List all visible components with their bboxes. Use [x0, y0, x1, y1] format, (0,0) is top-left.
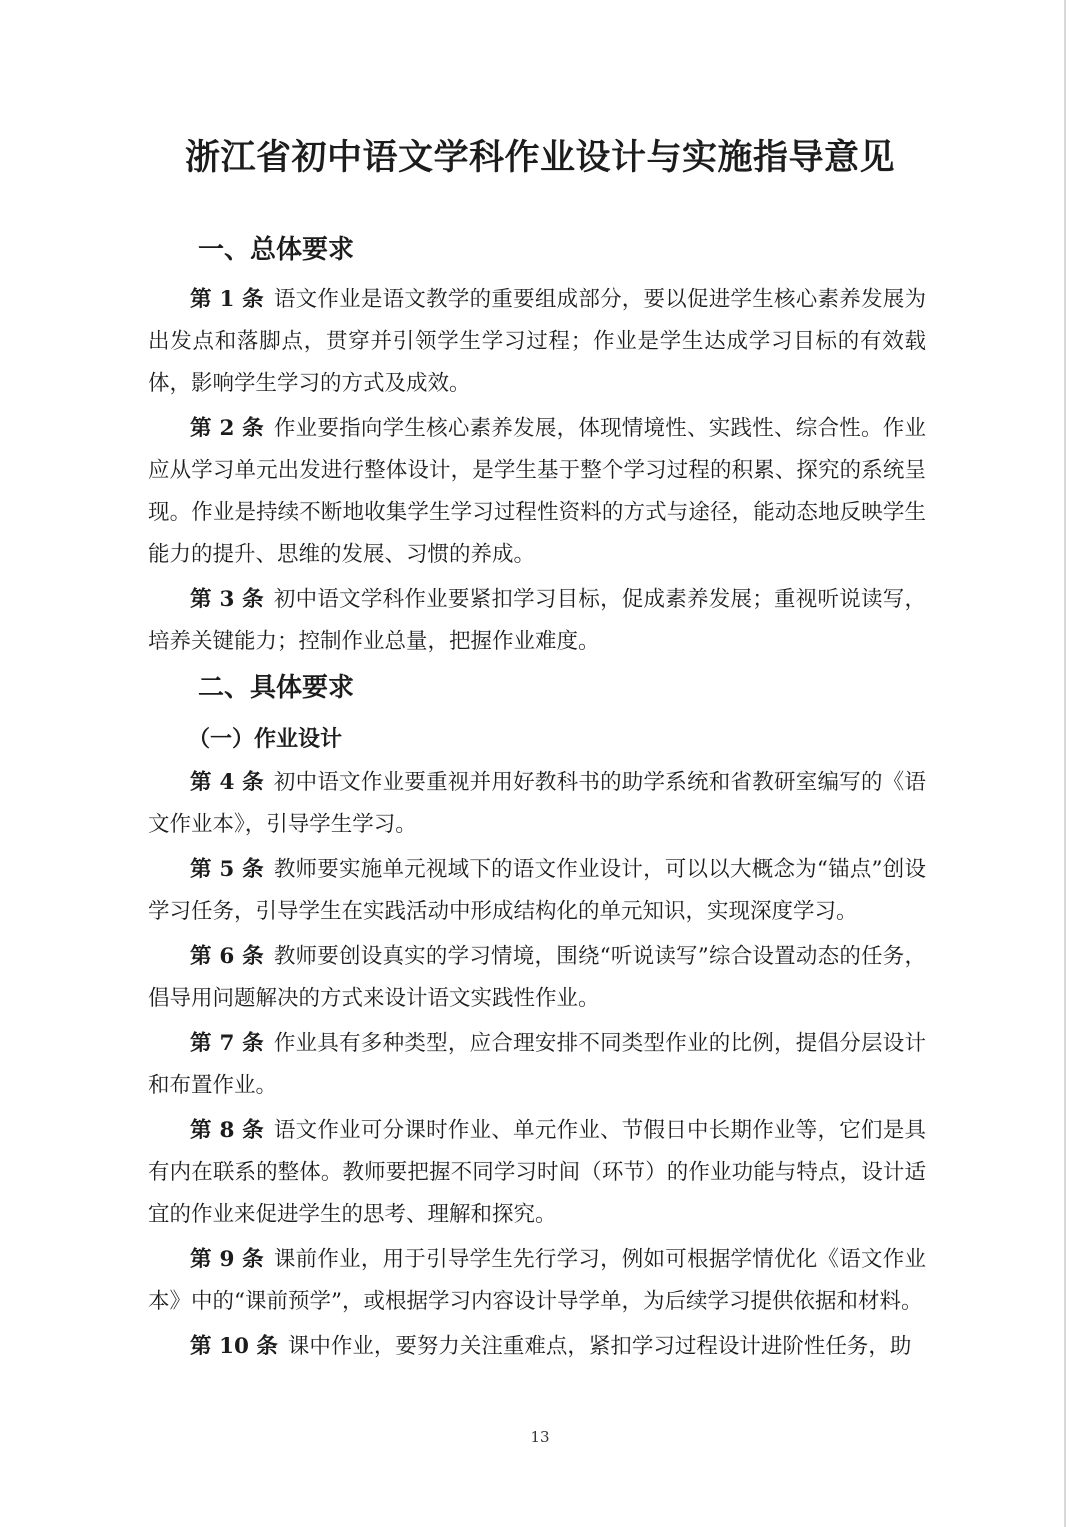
article-label: 第 7 条 — [190, 1031, 264, 1056]
article-1 — [148, 279, 926, 405]
article-10 — [148, 1326, 926, 1368]
article-text: 教师要实施单元视域下的语文作业设计，可以以大概念为“锚点”创设学习任务，引导学生在实践活动中形成结构化的单元知识，实现深度学习。 — [148, 857, 926, 924]
page-edge-line — [1064, 0, 1066, 1527]
page-number: 13 — [530, 1428, 550, 1446]
article-label: 第 3 条 — [190, 587, 264, 612]
article-label: 第 2 条 — [190, 416, 264, 441]
article-text: 语文作业是语文教学的重要组成部分，要以促进学生核心素养发展为出发点和落脚点，贯穿并引领学生学习过程；作业是学生达成学习目标的有效载体，影响学生学习的方式及成效。 — [148, 287, 926, 396]
article-text: 教师要创设真实的学习情境，围绕“听说读写”综合设置动态的任务，倡导用问题解决的方式来设计语文实践性作业。 — [148, 944, 926, 1011]
page-title: 浙江省初中语文学科作业设计与实施指导意见 — [184, 137, 895, 178]
article-text: 初中语文学科作业要紧扣学习目标，促成素养发展；重视听说读写，培养关键能力；控制作业总量，把握作业难度。 — [148, 587, 926, 654]
subsection-heading-homework-design: （一）作业设计 — [188, 726, 343, 752]
article-7 — [148, 1023, 926, 1107]
article-text: 课前作业，用于引导学生先行学习，例如可根据学情优化《语文作业本》中的“课前预学”，或根据学习内容设计导学单，为后续学习提供依据和材料。 — [148, 1247, 926, 1314]
article-label: 第 1 条 — [190, 287, 264, 312]
article-3 — [148, 579, 926, 663]
article-text: 课中作业，要努力关注重难点，紧扣学习过程设计进阶性任务，助 — [287, 1334, 912, 1359]
article-text: 作业要指向学生核心素养发展，体现情境性、实践性、综合性。作业应从学习单元出发进行整体设计，是学生基于整个学习过程的积累、探究的系统呈现。作业是持续不断地收集学生学习过程性资料的方式与途径，能动态地反映学生能力的提升、思维的发展、习惯的养成。 — [148, 416, 926, 567]
article-label: 第 4 条 — [190, 770, 264, 795]
article-6 — [148, 936, 926, 1020]
article-4 — [148, 762, 926, 846]
article-9 — [148, 1239, 926, 1323]
article-label: 第 5 条 — [190, 857, 264, 882]
section-heading-specific: 二、具体要求 — [198, 673, 355, 703]
article-label: 第 10 条 — [190, 1334, 278, 1359]
document-body — [148, 228, 926, 1371]
article-text: 初中语文作业要重视并用好教科书的助学系统和省教研室编写的《语文作业本》，引导学生学习。 — [148, 770, 926, 837]
section-heading-general: 一、总体要求 — [198, 235, 355, 265]
article-label: 第 6 条 — [190, 944, 264, 969]
article-text: 语文作业可分课时作业、单元作业、节假日中长期作业等，它们是具有内在联系的整体。教师要把握不同学习时间（环节）的作业功能与特点，设计适宜的作业来促进学生的思考、理解和探究。 — [148, 1118, 926, 1227]
article-label: 第 8 条 — [190, 1118, 264, 1143]
article-label: 第 9 条 — [190, 1247, 264, 1272]
article-5 — [148, 849, 926, 933]
article-2 — [148, 408, 926, 576]
article-text: 作业具有多种类型，应合理安排不同类型作业的比例，提倡分层设计和布置作业。 — [148, 1031, 926, 1098]
article-8 — [148, 1110, 926, 1236]
